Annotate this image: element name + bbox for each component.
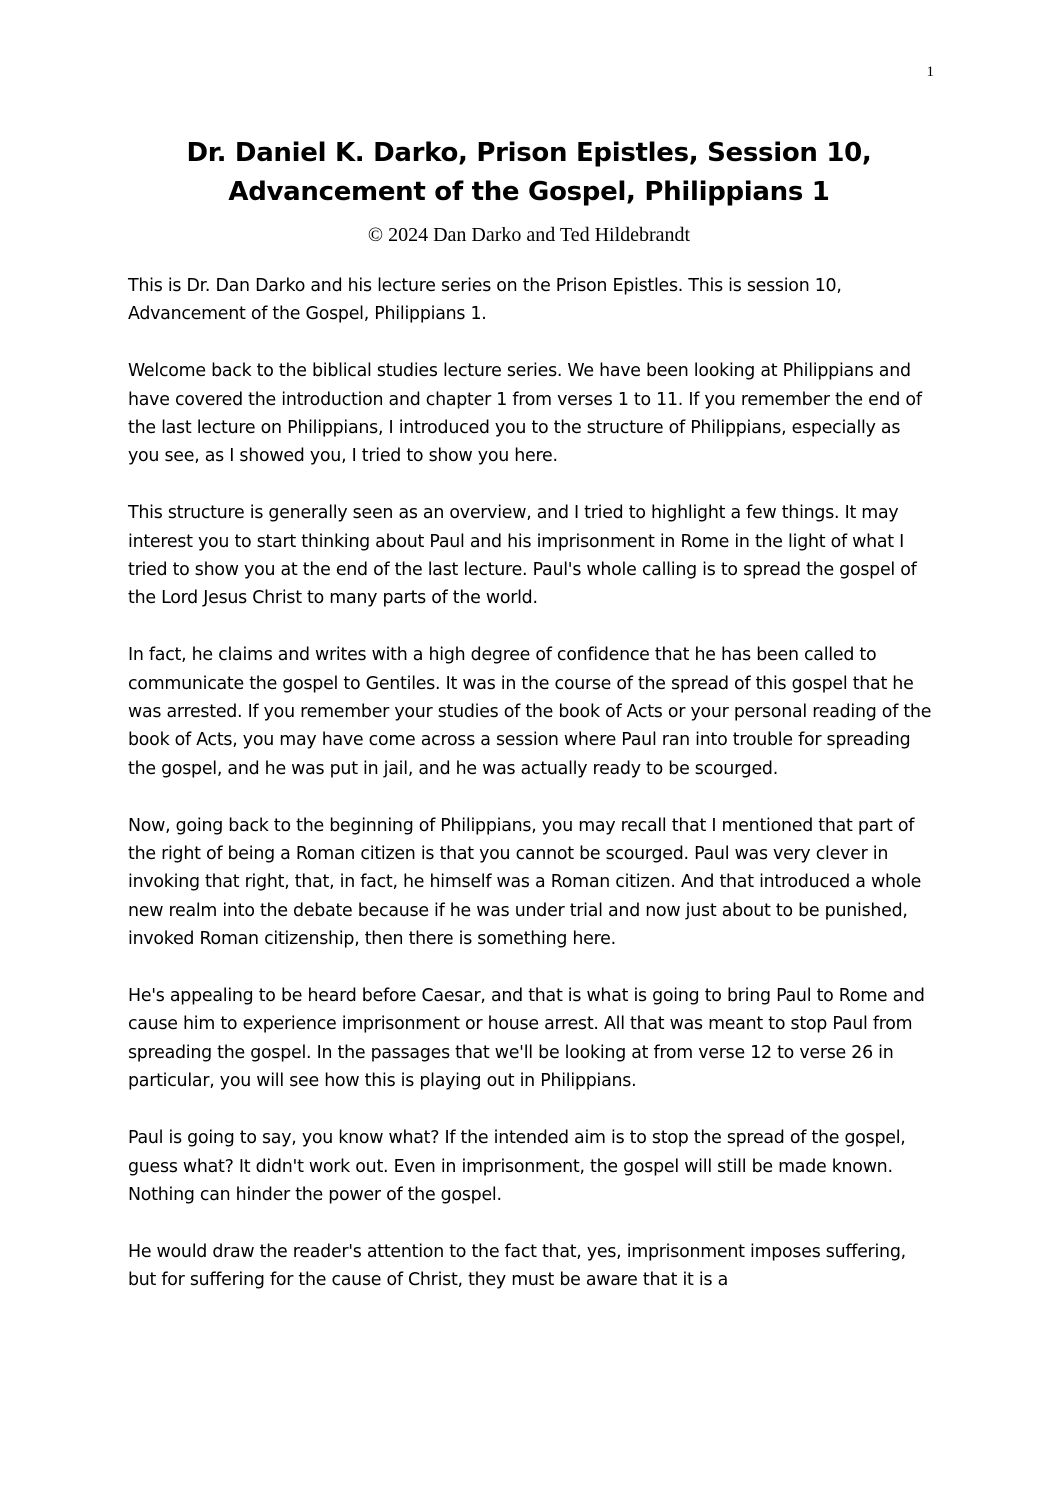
- paragraph-5: Now, going back to the beginning of Philippians, you may recall that I mentioned that part of the right of being a Roman citizen is that you cannot be scourged. Paul was very clever in invoking that right, that, in fact, he himself was a Roman citizen. And that introduced a whole new realm into the debate because if he was under trial and now just about to be punished, invoked Roman citizenship, then there is something here.: [128, 815, 922, 950]
- document-title: Dr. Daniel K. Darko, Prison Epistles, Session 10, Advancement of the Gospel, Philippians 1: [186, 138, 872, 207]
- page-number: 1: [926, 64, 934, 80]
- paragraph-3: This structure is generally seen as an overview, and I tried to highlight a few things. It may interest you to start thinking about Paul and his imprisonment in Rome in the light of what I tried to show you at the end of the last lecture. Paul's whole calling is to spread the gospel of the Lord Jesus Christ to many parts of the world.: [128, 503, 917, 609]
- copyright-line: © 2024 Dan Darko and Ted Hildebrandt: [367, 224, 691, 246]
- paragraph-7: Paul is going to say, you know what? If the intended aim is to stop the spread of the gospel, guess what? It didn't work out. Even in imprisonment, the gospel will still be made known. Nothing can hinder the power of the gospel.: [128, 1128, 906, 1205]
- paragraph-4: In fact, he claims and writes with a high degree of confidence that he has been called to communicate the gospel to Gentiles. It was in the course of the spread of this gospel that he was arrested. If you remember your studies of the book of Acts or your personal reading of the book of Acts, you may have come across a session where Paul ran into trouble for spreading the gospel, and he was put in jail, and he was actually ready to be scourged.: [128, 645, 932, 779]
- body-text: [128, 272, 936, 1323]
- paragraph-8: He would draw the reader's attention to the fact that, yes, imprisonment imposes suffering, but for suffering for the cause of Christ, they must be aware that it is a: [128, 1241, 906, 1291]
- paragraph-1: This is Dr. Dan Darko and his lecture series on the Prison Epistles. This is session 10, Advancement of the Gospel, Philippians 1.: [128, 276, 842, 325]
- paragraph-2: Welcome back to the biblical studies lecture series. We have been looking at Philippians and have covered the introduction and chapter 1 from verses 1 to 11. If you remember the end of the last lecture on Philippians, I introduced you to the structure of Philippians, especially as you see, as I showed you, I tried to show you here.: [128, 361, 922, 467]
- paragraph-6: He's appealing to be heard before Caesar, and that is what is going to bring Paul to Rome and cause him to experience imprisonment or house arrest. All that was meant to stop Paul from spreading the gospel. In the passages that we'll be looking at from verse 12 to verse 26 in particular, you will see how this is playing out in Philippians.: [128, 986, 925, 1092]
